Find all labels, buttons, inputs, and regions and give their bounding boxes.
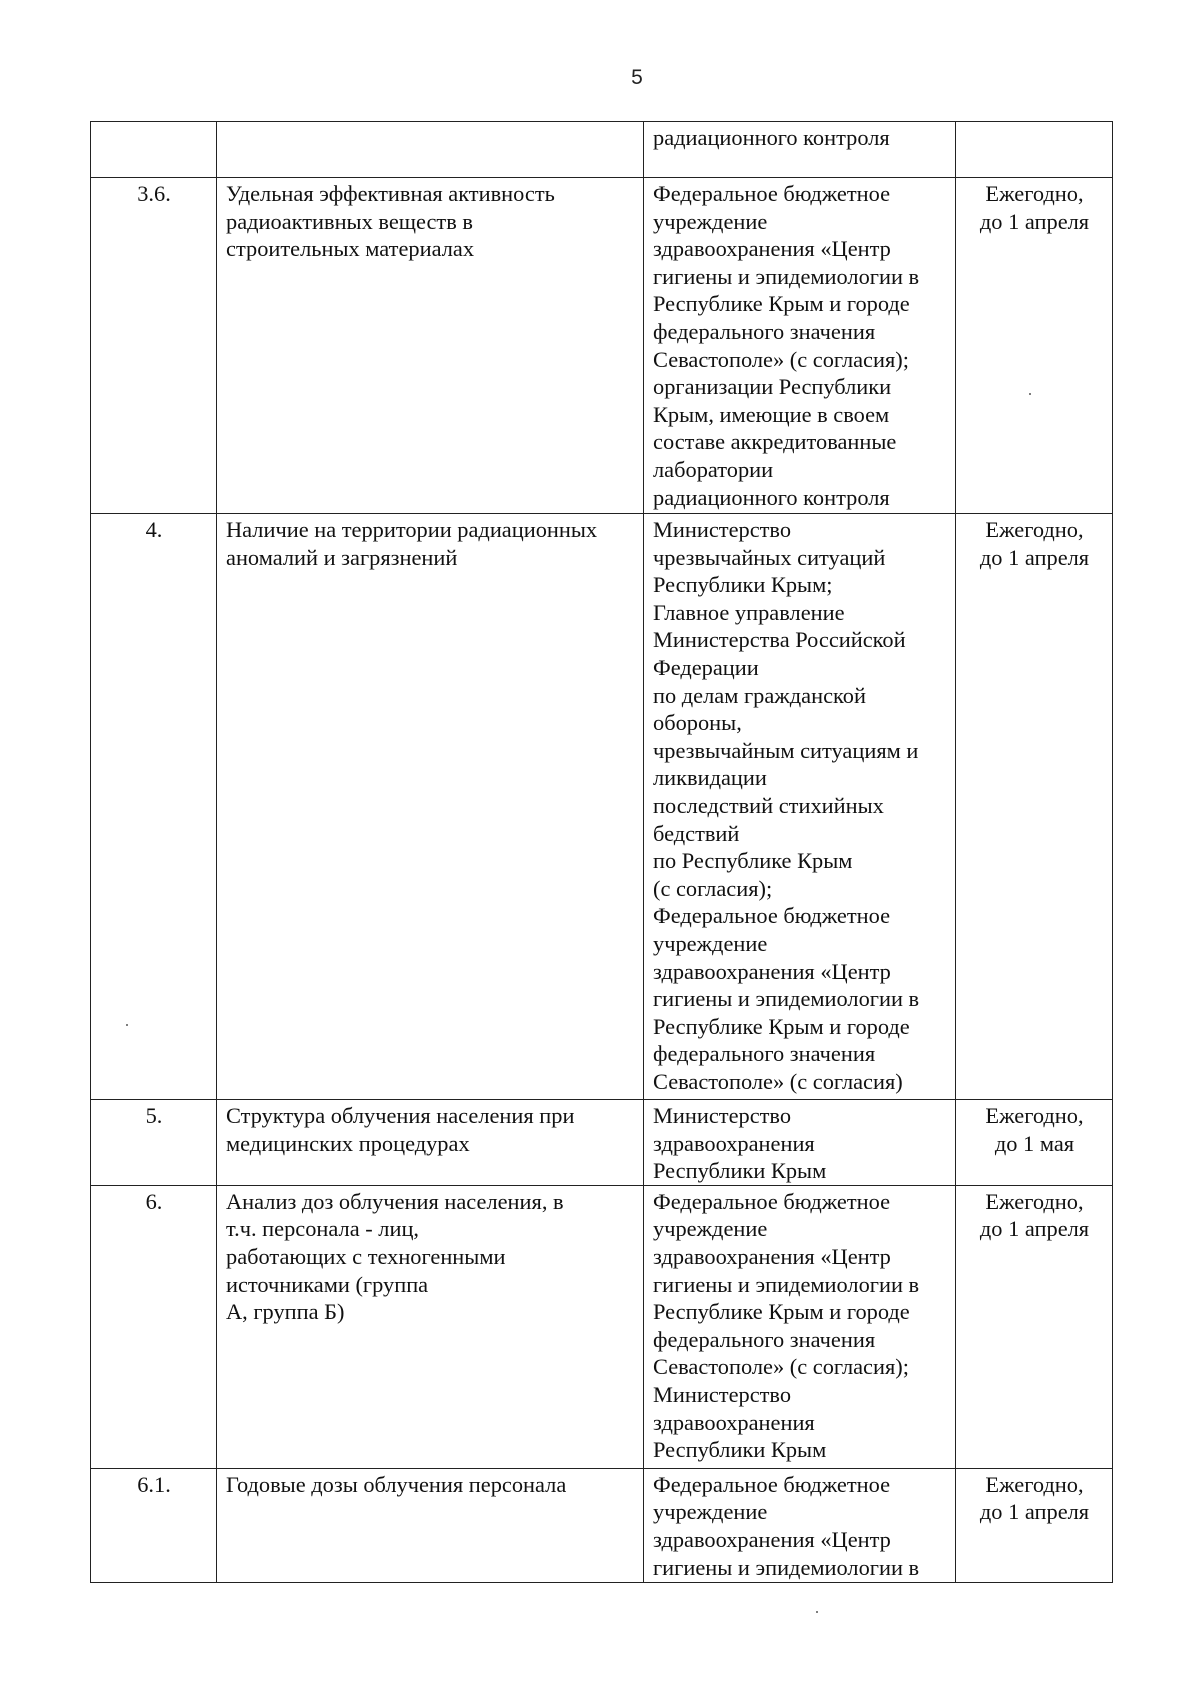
responsible-line: федерального значения: [653, 1041, 876, 1067]
indicator-cell: [217, 178, 644, 514]
responsible-line: учреждение: [653, 1216, 768, 1242]
responsible-line: Министерства Российской: [653, 627, 906, 653]
responsible-line: здравоохранения: [653, 1130, 815, 1156]
deadline-cell: [956, 1185, 1113, 1468]
term-line: до 1 апреля: [979, 208, 1090, 234]
term-line: до 1 апреля: [979, 544, 1090, 570]
indicator-line: Наличие на территории радиационных: [226, 517, 598, 542]
responsible-line: здравоохранения «Центр: [653, 958, 891, 984]
indicator-line: работающих с техногенными: [226, 1243, 506, 1269]
page-number: 5: [631, 66, 643, 89]
responsible-line: Главное управление: [653, 599, 845, 625]
responsible-line: Севастополе» (с согласия): [653, 1068, 903, 1094]
responsible-line: Федеральное бюджетное: [653, 1188, 891, 1214]
indicator-line: медицинских процедурах: [226, 1130, 470, 1156]
responsible-line: Республике Крым и городе: [653, 1013, 910, 1039]
term-line: Ежегодно,: [985, 1103, 1084, 1128]
responsible-line: (с согласия);: [653, 875, 773, 901]
indicator-line: Удельная эффективная активность: [226, 181, 555, 206]
responsible-line: бедствий: [653, 820, 740, 846]
responsible-line: Республики Крым: [653, 1158, 827, 1184]
indicator-line: строительных материалах: [226, 236, 475, 262]
indicator-cell: [217, 1100, 644, 1186]
indicator-line: т.ч. персонала - лиц,: [226, 1216, 420, 1242]
indicator-cell: [217, 514, 644, 1100]
row-number: 6.: [91, 1185, 217, 1468]
term-line: Ежегодно,: [985, 181, 1084, 206]
responsible-line: по Республике Крым: [653, 848, 853, 874]
scan-speck: [1029, 393, 1031, 395]
responsible-line: Севастополе» (с согласия);: [653, 346, 909, 372]
deadline-cell: [956, 1100, 1113, 1186]
table-row: [91, 514, 1113, 1100]
responsible-line: организации Республики: [653, 374, 892, 400]
table-row: [91, 1185, 1113, 1468]
responsible-line: здравоохранения: [653, 1409, 815, 1435]
term-line: до 1 апреля: [979, 1216, 1090, 1242]
responsible-line: Федеральное бюджетное: [653, 1471, 891, 1497]
responsible-line: здравоохранения «Центр: [653, 236, 891, 262]
responsible-line: Федерации: [653, 654, 759, 680]
row-number: 5.: [91, 1100, 217, 1186]
responsible-line: Республики Крым: [653, 1437, 827, 1463]
responsible-line: гигиены и эпидемиологии в: [653, 263, 920, 289]
responsible-line: Севастополе» (с согласия);: [653, 1354, 909, 1380]
term-line: до 1 мая: [994, 1130, 1075, 1156]
responsible-cell: [644, 122, 956, 178]
deadline-cell: [956, 178, 1113, 514]
responsible-line: здравоохранения «Центр: [653, 1526, 891, 1552]
responsible-line: гигиены и эпидемиологии в: [653, 1271, 920, 1297]
responsible-line: федерального значения: [653, 318, 876, 344]
indicator-line: радиоактивных веществ в: [226, 208, 473, 234]
responsible-line: федерального значения: [653, 1326, 876, 1352]
table-row: [91, 1100, 1113, 1186]
indicator-line: аномалий и загрязнений: [226, 544, 458, 570]
term-line: Ежегодно,: [985, 517, 1084, 542]
responsible-cell: [644, 1468, 956, 1582]
indicator-line: А, группа Б): [226, 1299, 345, 1325]
responsible-line: чрезвычайным ситуациям и: [653, 737, 919, 763]
responsible-line: последствий стихийных: [653, 792, 884, 818]
deadline-cell: [956, 1468, 1113, 1582]
table-row: [91, 122, 1113, 178]
responsible-line: гигиены и эпидемиологии в: [653, 1554, 920, 1580]
responsible-line: Министерство: [653, 517, 792, 542]
responsible-line: учреждение: [653, 208, 768, 234]
row-number: 3.6.: [91, 178, 217, 514]
responsible-line: ликвидации: [653, 765, 767, 791]
responsible-line: составе аккредитованные: [653, 429, 897, 455]
responsible-cell: [644, 1100, 956, 1186]
responsible-cell: [644, 1185, 956, 1468]
table-body: [91, 122, 1113, 1583]
row-number: [91, 122, 217, 178]
responsible-line: Республике Крым и городе: [653, 1299, 910, 1325]
responsible-line: учреждение: [653, 1499, 768, 1525]
responsible-line: радиационного контроля: [653, 484, 890, 510]
deadline-cell: [956, 514, 1113, 1100]
table-row: [91, 1468, 1113, 1582]
responsible-line: лаборатории: [653, 456, 774, 482]
responsible-cell: [644, 514, 956, 1100]
responsible-line: гигиены и эпидемиологии в: [653, 986, 920, 1012]
term-line: до 1 апреля: [979, 1499, 1090, 1525]
responsible-line: Федеральное бюджетное: [653, 181, 891, 206]
indicator-cell: [217, 122, 644, 178]
scan-speck: [126, 1024, 128, 1026]
responsible-line: Федеральное бюджетное: [653, 903, 891, 929]
indicator-line: источниками (группа: [226, 1271, 429, 1297]
indicator-line: Годовые дозы облучения персонала: [226, 1471, 567, 1497]
responsible-line: радиационного контроля: [653, 125, 890, 150]
term-line: Ежегодно,: [985, 1471, 1084, 1497]
responsible-line: Министерство: [653, 1381, 792, 1407]
responsible-line: Министерство: [653, 1103, 792, 1128]
responsible-line: обороны,: [653, 710, 742, 736]
responsible-line: учреждение: [653, 930, 768, 956]
responsible-line: по делам гражданской: [653, 682, 866, 708]
indicator-line: Анализ доз облучения населения, в: [226, 1188, 564, 1214]
scan-speck: [816, 1611, 818, 1613]
responsible-line: здравоохранения «Центр: [653, 1243, 891, 1269]
responsible-line: чрезвычайных ситуаций: [653, 544, 886, 570]
deadline-cell: [956, 122, 1113, 178]
term-line: Ежегодно,: [985, 1188, 1084, 1214]
responsible-cell: [644, 178, 956, 514]
table-row: [91, 178, 1113, 514]
indicator-line: Структура облучения населения при: [226, 1103, 575, 1128]
responsible-line: Крым, имеющие в своем: [653, 401, 890, 427]
responsible-line: Республики Крым;: [653, 572, 833, 598]
responsible-line: Республике Крым и городе: [653, 291, 910, 317]
monitoring-table: [90, 121, 1113, 1583]
row-number: 6.1.: [91, 1468, 217, 1582]
indicator-cell: [217, 1185, 644, 1468]
row-number: 4.: [91, 514, 217, 1100]
indicator-cell: [217, 1468, 644, 1582]
